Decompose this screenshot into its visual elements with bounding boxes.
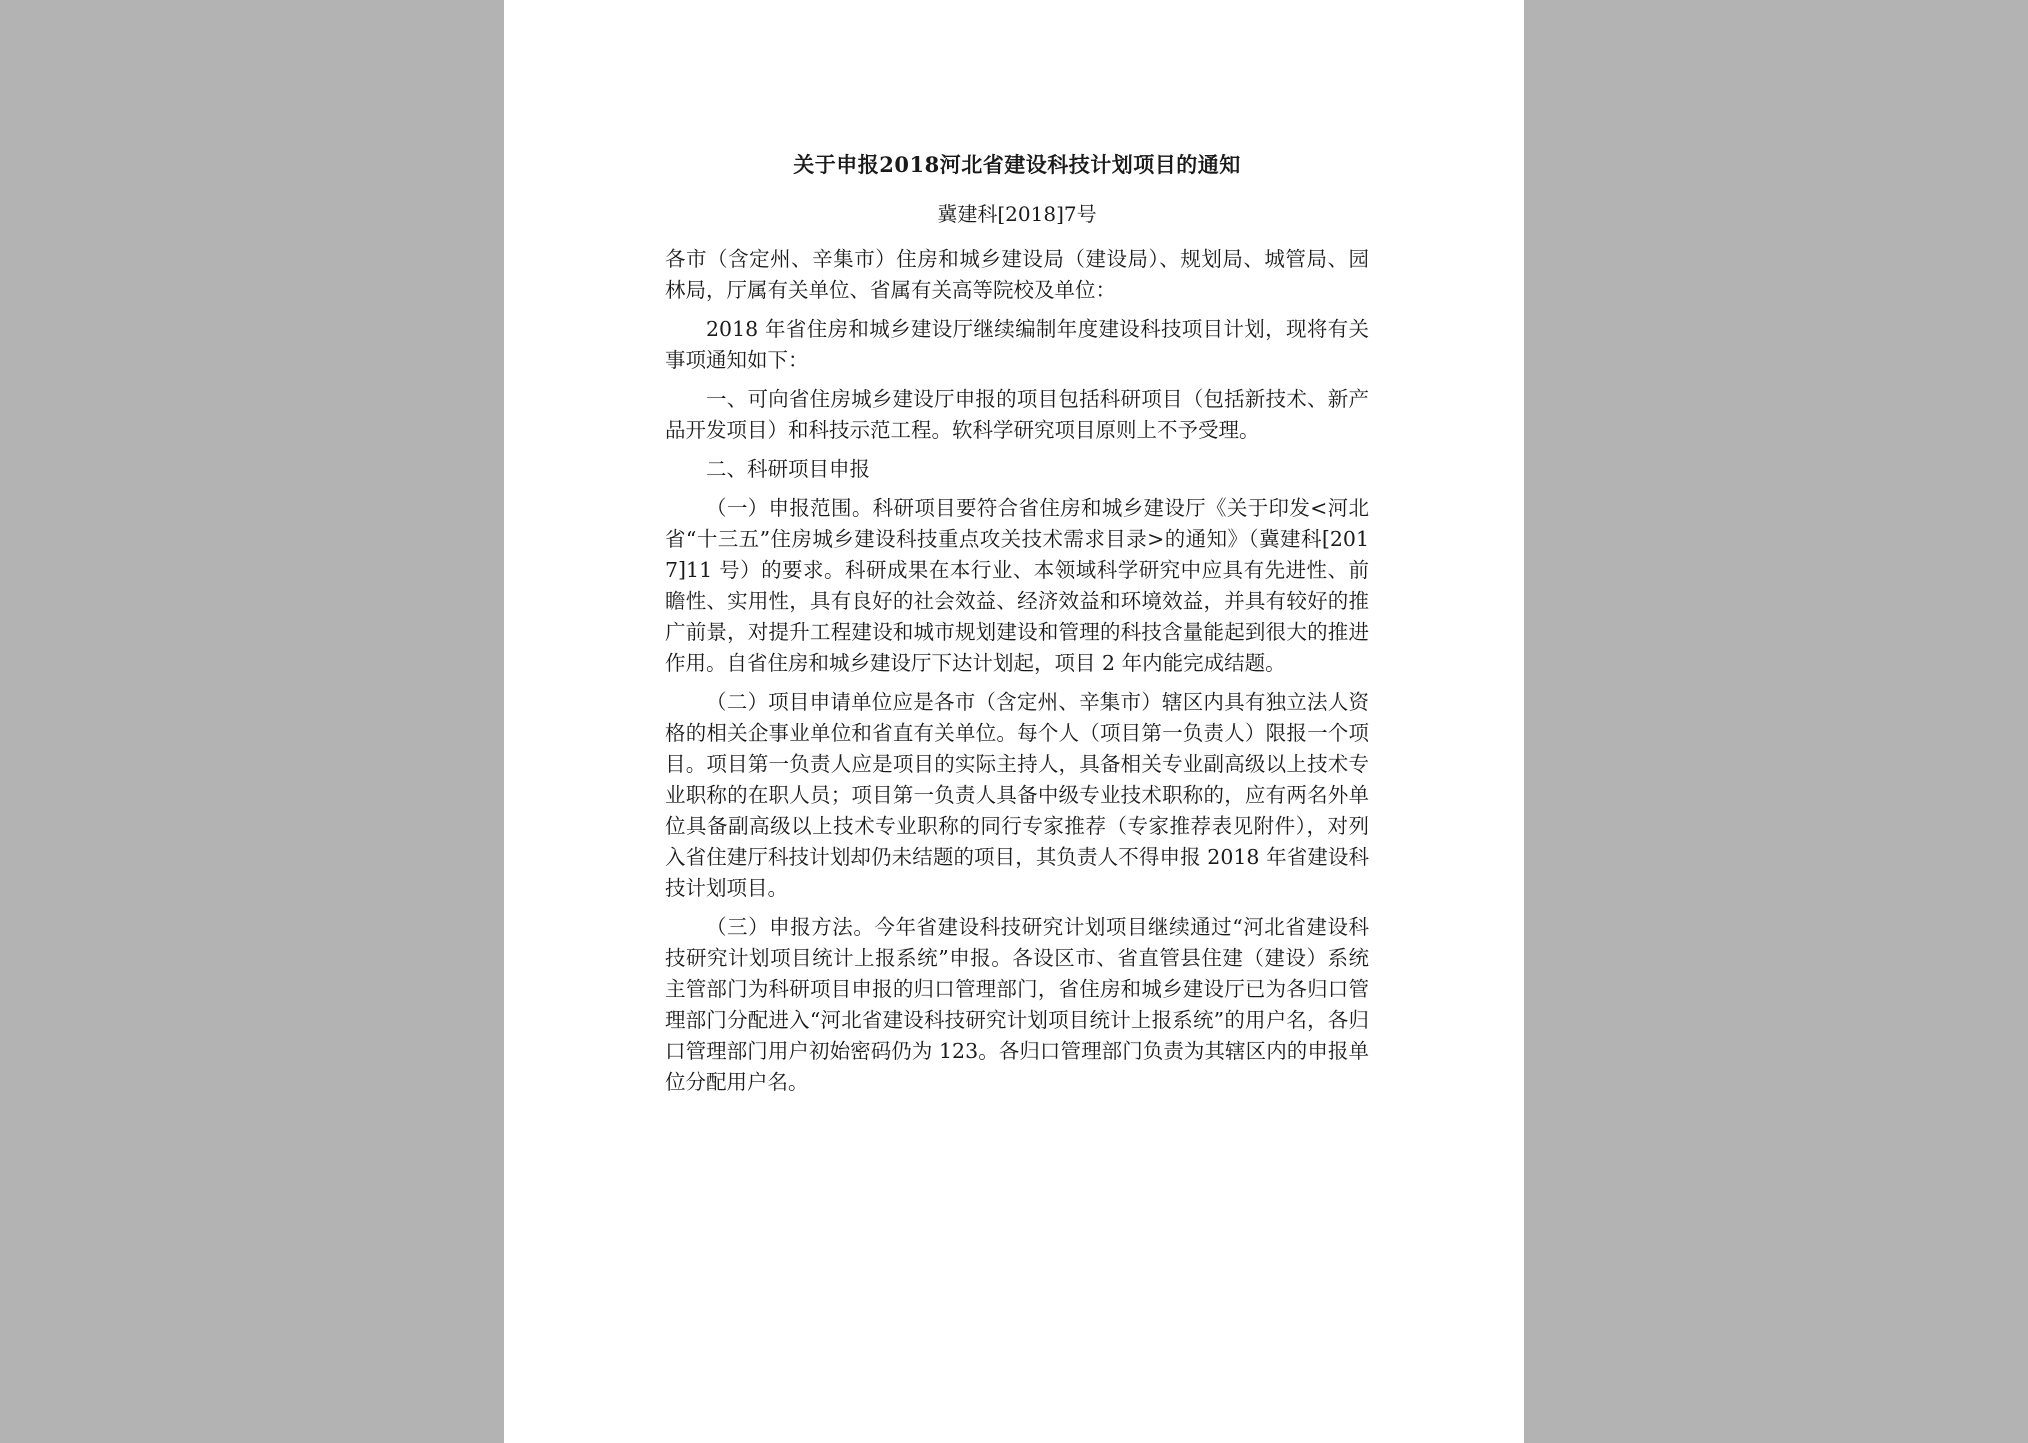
- document-page: [504, 0, 1524, 1443]
- body-paragraph-method: （三）申报方法。今年省建设科技研究计划项目继续通过“河北省建设科技研究计划项目统计上报系统”申报。各设区市、省直管县住建（建设）系统主管部门为科研项目申报的归口管理部门，省住房和城乡建设厅已为各归口管理部门分配进入“河北省建设科技研究计划项目统计上报系统”的用户名，各归口管理部门用户初始密码仍为 123。各归口管理部门负责为其辖区内的申报单位分配用户名。: [665, 915, 1369, 1094]
- body-paragraph-scope: （一）申报范围。科研项目要符合省住房和城乡建设厅《关于印发<河北省“十三五”住房城乡建设科技重点攻关技术需求目录>的通知》（冀建科[2017]11 号）的要求。科研成果在本行业、本领域科学研究中应具有先进性、前瞻性、实用性，具有良好的社会效益、经济效益和环境效益，并具有较好的推广前景，对提升工程建设和城市规划建设和管理的科技含量能起到很大的推进作用。自省住房和城乡建设厅下达计划起，项目 2 年内能完成结题。: [665, 496, 1369, 675]
- body-paragraph-intro: 2018 年省住房和城乡建设厅继续编制年度建设科技项目计划，现将有关事项通知如下：: [665, 317, 1369, 372]
- document-number: 冀建科[2018]7号: [937, 202, 1097, 226]
- addressee-paragraph: 各市（含定州、辛集市）住房和城乡建设局（建设局）、规划局、城管局、园林局，厅属有关单位、省属有关高等院校及单位：: [665, 247, 1369, 302]
- body-paragraph-section-1: 一、可向省住房城乡建设厅申报的项目包括科研项目（包括新技术、新产品开发项目）和科技示范工程。软科学研究项目原则上不予受理。: [665, 387, 1369, 442]
- document-title: 关于申报2018河北省建设科技计划项目的通知: [793, 152, 1241, 177]
- section-heading-2: 二、科研项目申报: [706, 457, 870, 481]
- page-content: [665, 150, 1369, 1106]
- body-paragraph-applicant: （二）项目申请单位应是各市（含定州、辛集市）辖区内具有独立法人资格的相关企事业单位和省直有关单位。每个人（项目第一负责人）限报一个项目。项目第一负责人应是项目的实际主持人，具备相关专业副高级以上技术专业职称的在职人员；项目第一负责人具备中级专业技术职称的，应有两名外单位具备副高级以上技术专业职称的同行专家推荐（专家推荐表见附件），对列入省住建厅科技计划却仍未结题的项目，其负责人不得申报 2018 年省建设科技计划项目。: [665, 690, 1369, 900]
